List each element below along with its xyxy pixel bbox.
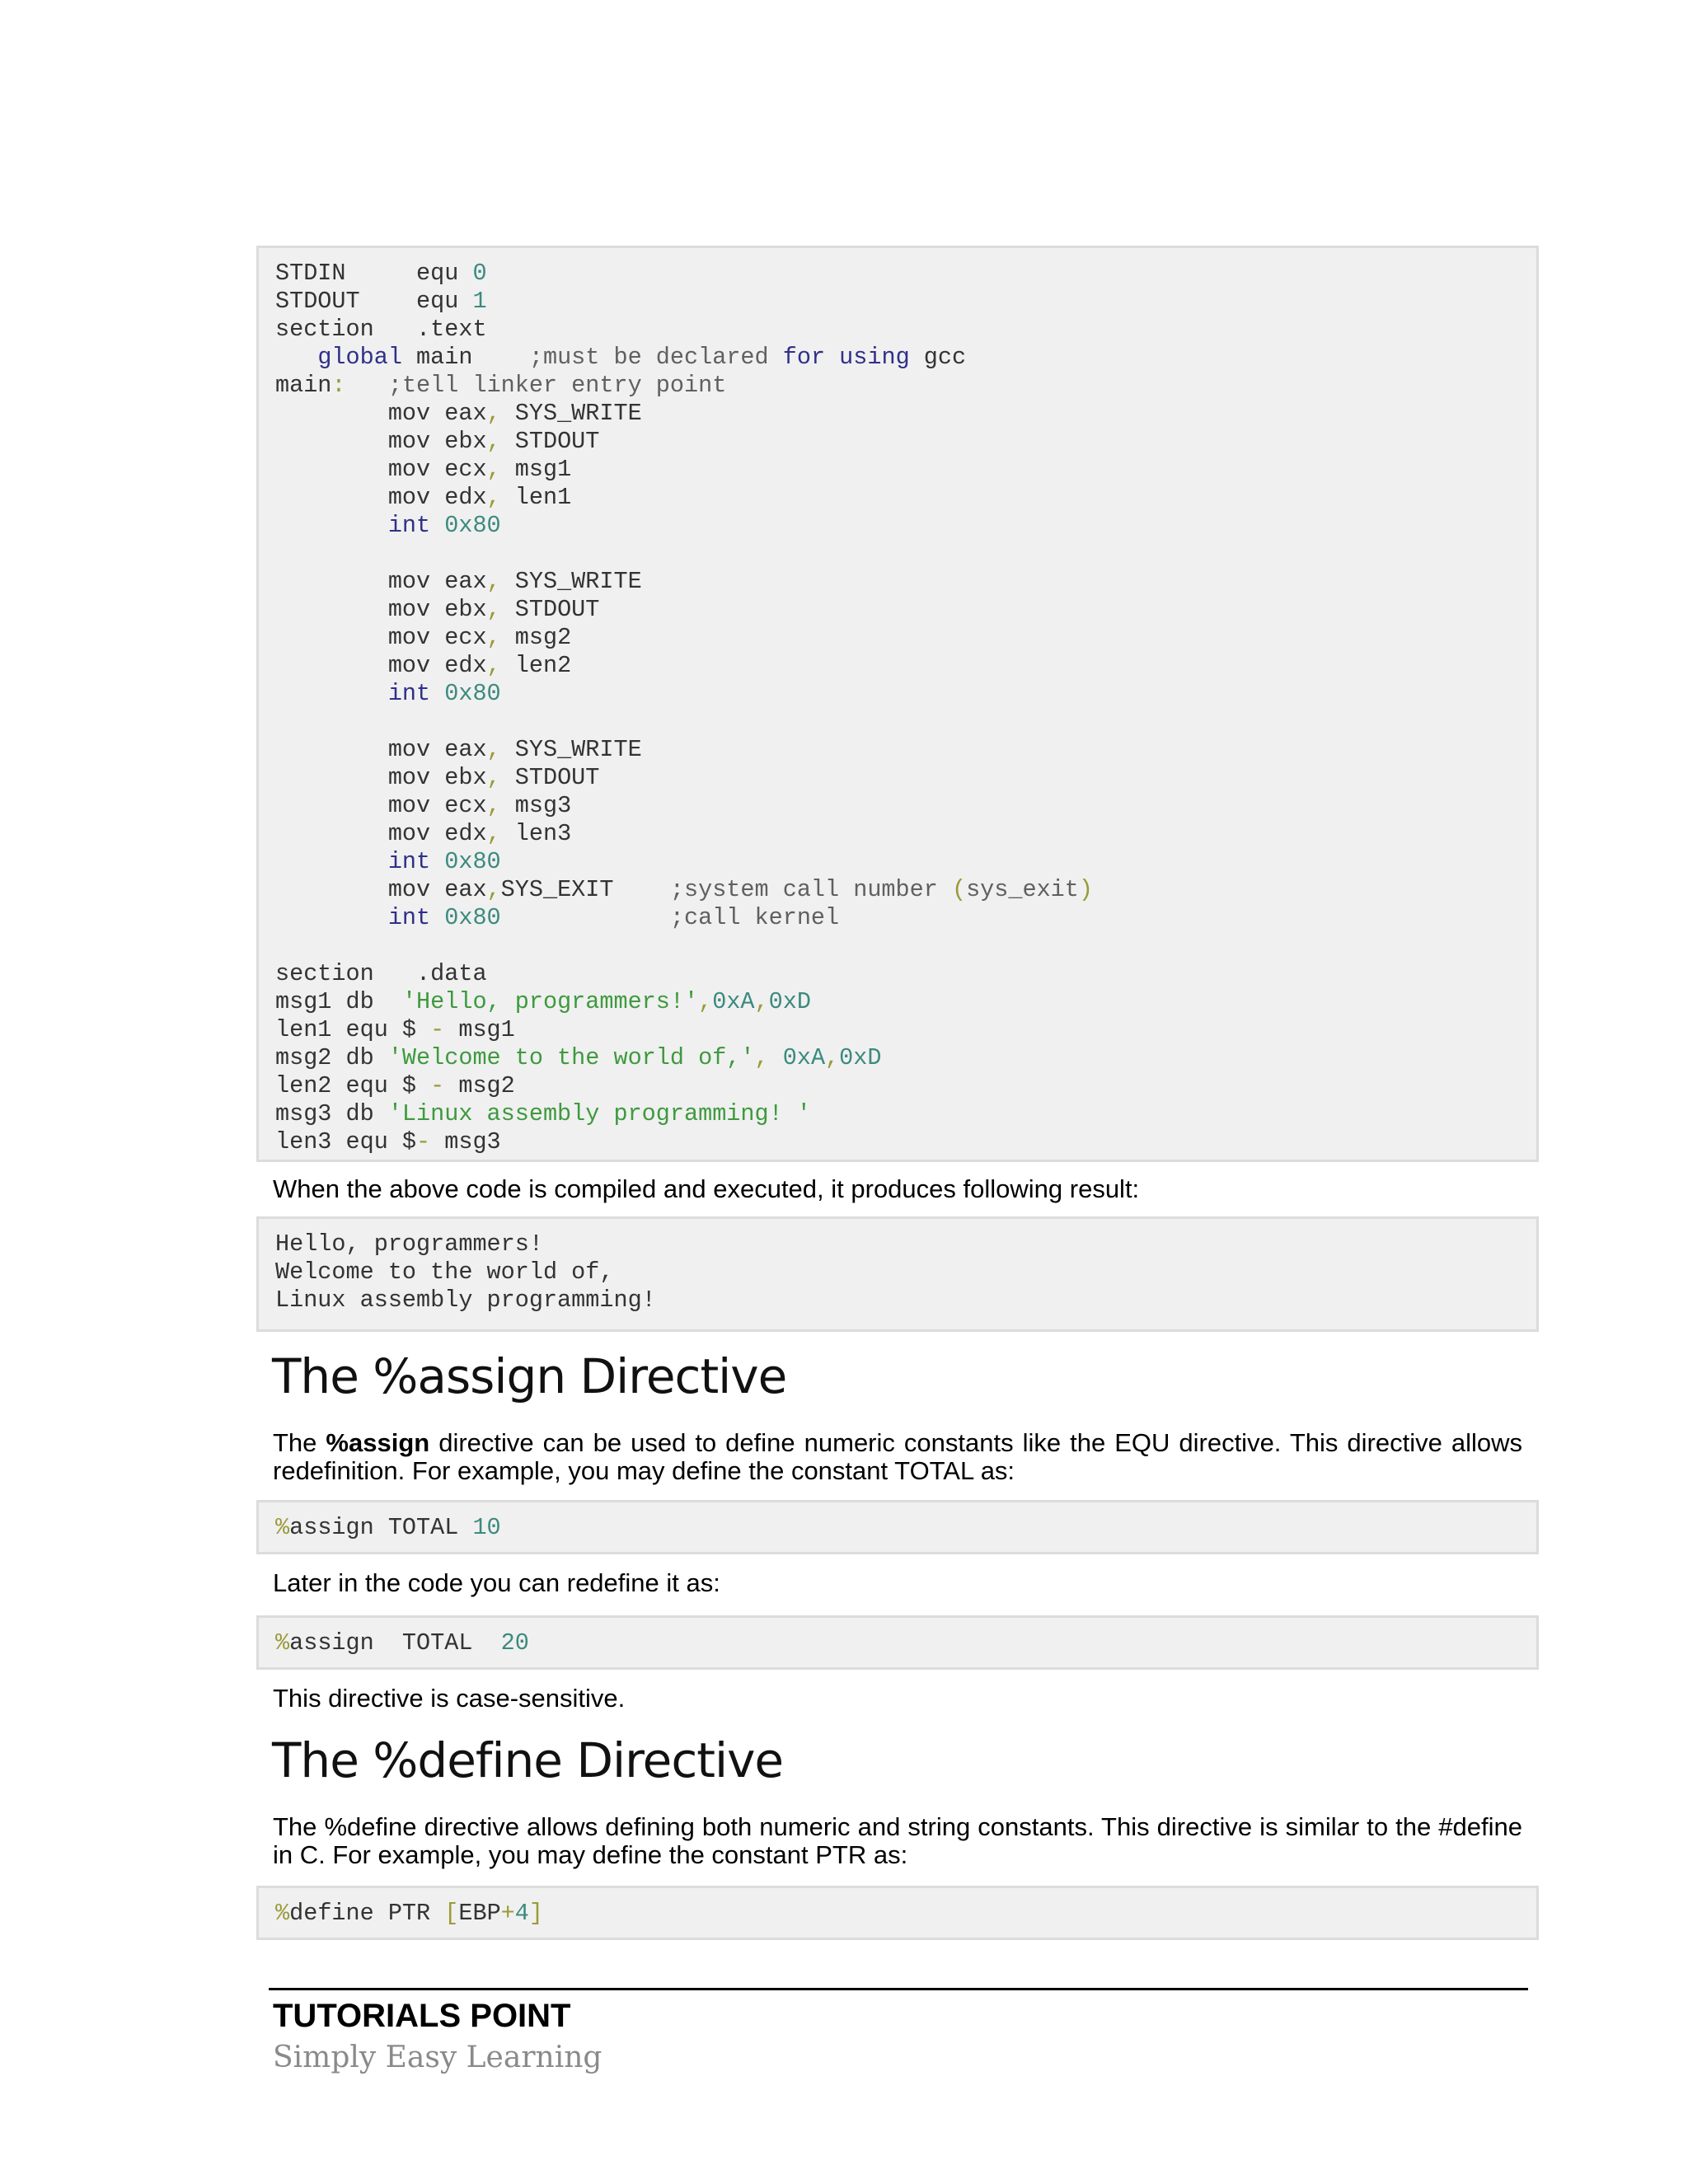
assign-text-pre: The bbox=[273, 1428, 326, 1457]
paragraph-result-intro: When the above code is compiled and executed, it produces following result: bbox=[273, 1174, 1140, 1203]
code-line bbox=[275, 932, 1520, 960]
code-line: int 0x80 bbox=[387, 512, 501, 539]
code-line: len1 equ $ - msg1 bbox=[275, 1016, 515, 1043]
code-line: Linux assembly programming! bbox=[275, 1286, 656, 1314]
paragraph-assign-description bbox=[273, 1429, 1522, 1485]
code-line: section .text bbox=[275, 316, 487, 343]
code-line: mov eax, SYS_WRITE bbox=[275, 736, 642, 763]
code-line: global main ;must be declared for using gcc bbox=[317, 344, 967, 371]
code-line: mov ebx, STDOUT bbox=[275, 596, 600, 623]
code-line: mov ebx, STDOUT bbox=[275, 764, 600, 791]
code-line: STDIN equ 0 bbox=[275, 260, 487, 287]
code-line: Hello, programmers! bbox=[275, 1230, 543, 1258]
heading-define-directive: The %define Directive bbox=[272, 1732, 784, 1788]
paragraph-case-sensitive: This directive is case-sensitive. bbox=[273, 1684, 626, 1713]
assign-keyword-bold: %assign bbox=[326, 1428, 430, 1457]
code-line: len2 equ $ - msg2 bbox=[275, 1072, 515, 1099]
code-line: mov ecx, msg3 bbox=[275, 792, 572, 819]
code-line: int 0x80 ;call kernel bbox=[387, 904, 840, 931]
code-line: mov edx, len2 bbox=[275, 652, 572, 679]
code-line: main: ;tell linker entry point bbox=[275, 372, 727, 399]
code-line: msg1 db 'Hello, programmers!',0xA,0xD bbox=[275, 988, 811, 1015]
paragraph-redefine-intro: Later in the code you can redefine it as: bbox=[273, 1568, 720, 1597]
code-line: int 0x80 bbox=[387, 848, 501, 875]
code-line bbox=[275, 540, 1520, 568]
code-block-define-ptr bbox=[256, 1886, 1539, 1940]
footer-brand-tagline: Simply Easy Learning bbox=[273, 2041, 603, 2074]
footer-divider bbox=[269, 1988, 1528, 1990]
code-line: mov ecx, msg1 bbox=[275, 456, 572, 483]
code-line: STDOUT equ 1 bbox=[275, 288, 487, 315]
code-line: Welcome to the world of, bbox=[275, 1258, 614, 1286]
code-line: mov ebx, STDOUT bbox=[275, 428, 600, 455]
code-block-output bbox=[256, 1216, 1539, 1332]
code-line: mov edx, len3 bbox=[275, 820, 572, 847]
code-line: mov eax, SYS_WRITE bbox=[275, 400, 642, 427]
assign-text-post: directive can be used to define numeric constants like the EQU directive. This directive allows redefinition. For example, you may define the constant TOTAL as: bbox=[273, 1428, 1522, 1485]
code-line: mov eax,SYS_EXIT ;system call number (sys_exit) bbox=[275, 876, 1093, 903]
code-line: %assign TOTAL 20 bbox=[275, 1629, 529, 1657]
heading-assign-directive: The %assign Directive bbox=[272, 1348, 787, 1404]
code-line: msg2 db 'Welcome to the world of,', 0xA,0xD bbox=[275, 1044, 882, 1071]
code-line: msg3 db 'Linux assembly programming! ' bbox=[275, 1100, 811, 1127]
code-line: mov edx, len1 bbox=[275, 484, 572, 511]
code-line: len3 equ $- msg3 bbox=[275, 1128, 501, 1155]
code-line: %define PTR [EBP+4] bbox=[275, 1900, 543, 1927]
code-line bbox=[275, 708, 1520, 736]
footer-brand-title: TUTORIALS POINT bbox=[273, 1998, 571, 2034]
code-block-assign-total-20 bbox=[256, 1615, 1539, 1670]
paragraph-define-description: The %define directive allows defining both numeric and string constants. This directive is similar to the #define in C. For example, you may define the constant PTR as: bbox=[273, 1812, 1522, 1869]
code-line: int 0x80 bbox=[387, 680, 501, 707]
code-block-assign-total-10 bbox=[256, 1500, 1539, 1554]
code-block-program bbox=[256, 246, 1539, 1162]
code-line: section .data bbox=[275, 960, 487, 987]
code-line: mov ecx, msg2 bbox=[275, 624, 572, 651]
code-line: mov eax, SYS_WRITE bbox=[275, 568, 642, 595]
code-line: %assign TOTAL 10 bbox=[275, 1514, 501, 1541]
